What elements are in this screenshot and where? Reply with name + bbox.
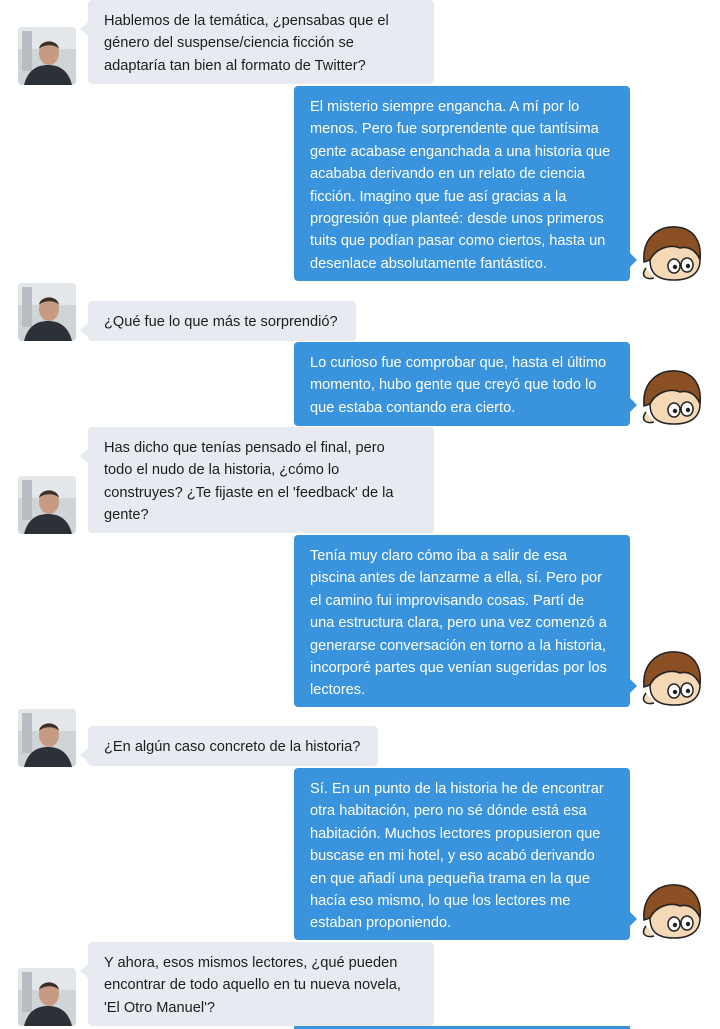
message-bubble: Lo curioso fue comprobar que, hasta el último momento, hubo gente que creyó que todo lo que estaba contando era cierto. bbox=[294, 342, 630, 426]
interviewer-avatar bbox=[18, 283, 76, 341]
message-bubble: ¿En algún caso concreto de la historia? bbox=[88, 726, 378, 766]
cartoon-avatar bbox=[640, 649, 702, 707]
message-bubble: Has dicho que tenías pensado el final, pero todo el nudo de la historia, ¿cómo lo construyes? ¿Te fijaste en el 'feedback' de la gente? bbox=[88, 427, 434, 533]
message-bubble: ¿Qué fue lo que más te sorprendió? bbox=[88, 301, 356, 341]
message-bubble: El misterio siempre engancha. A mí por lo menos. Pero fue sorprendente que tantísima gente acabase enganchada a una historia que acababa derivando en un relato de ciencia ficción. Imagino que fue así gracias a la progresión que planteé: desde unos primeros tuits que podían pasar como ciertos, hasta un desenlace absolutamente fantástico. bbox=[294, 86, 630, 281]
interviewer-avatar bbox=[18, 968, 76, 1026]
cartoon-avatar bbox=[640, 882, 702, 940]
message-bubble: Y ahora, esos mismos lectores, ¿qué pueden encontrar de todo aquello en tu nueva novela, 'El Otro Manuel'? bbox=[88, 942, 434, 1026]
interviewer-avatar bbox=[18, 27, 76, 85]
message-bubble: Tenía muy claro cómo iba a salir de esa piscina antes de lanzarme a ella, sí. Pero por el camino fui improvisando cosas. Partí de una estructura clara, pero una vez comenzó a generarse conversación en torno a la historia, incorporé partes que venían sugeridas por los lectores. bbox=[294, 535, 630, 707]
interviewer-avatar bbox=[18, 476, 76, 534]
cartoon-avatar bbox=[640, 224, 702, 282]
cartoon-avatar bbox=[640, 368, 702, 426]
interviewer-avatar bbox=[18, 709, 76, 767]
message-bubble: Hablemos de la temática, ¿pensabas que el género del suspense/ciencia ficción se adaptaría tan bien al formato de Twitter? bbox=[88, 0, 434, 84]
message-bubble: Sí. En un punto de la historia he de encontrar otra habitación, pero no sé dónde está esa habitación. Muchos lectores propusieron que buscase en mi hotel, y eso acabó derivando en que añadí una pequeña trama en la que hacía eso mismo, lo que los lectores me estaban proponiendo. bbox=[294, 768, 630, 940]
